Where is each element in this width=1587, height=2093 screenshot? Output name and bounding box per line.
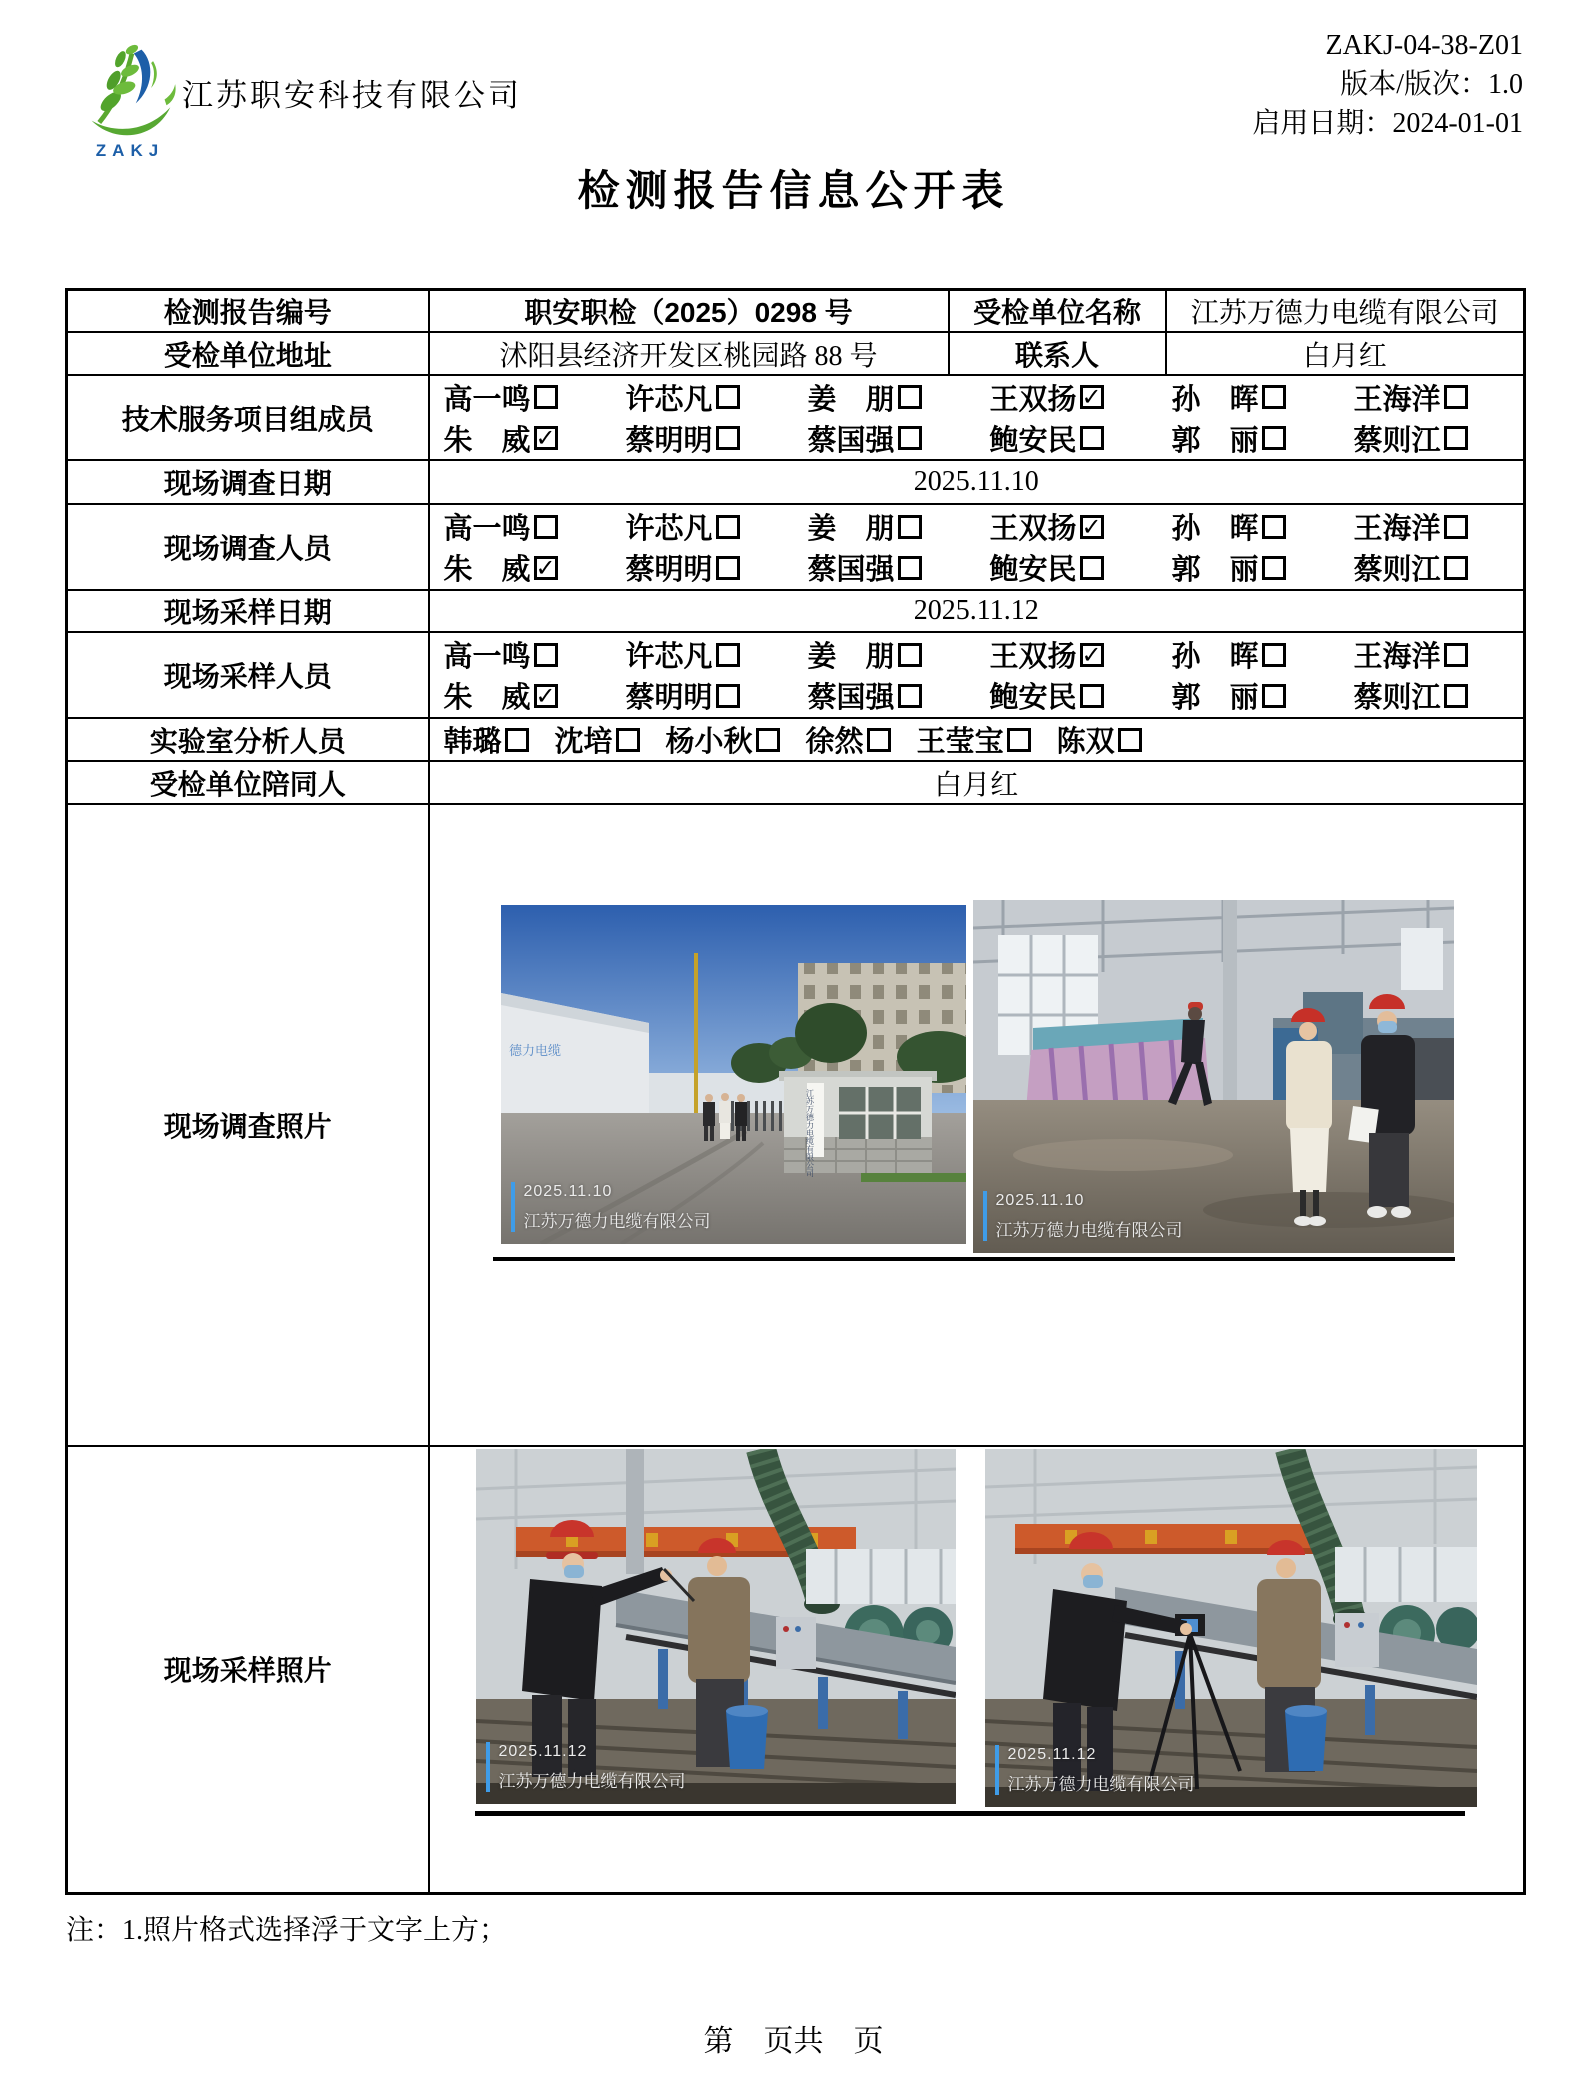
watermark-date: 2025.11.12 (498, 1743, 588, 1760)
checkbox-unchecked-icon[interactable] (534, 515, 558, 539)
checkbox-unchecked-icon[interactable] (716, 515, 740, 539)
table-row (67, 290, 1525, 333)
checkbox-unchecked-icon[interactable] (1080, 684, 1104, 708)
watermark-bar-icon (995, 1745, 999, 1795)
staff-member (444, 675, 626, 716)
staff-member-name: 徐然 (805, 726, 864, 758)
staff-member (808, 506, 990, 547)
company-logo (80, 38, 180, 161)
footnote: 注：1.照片格式选择浮于文字上方； (66, 1915, 508, 1946)
staff-member (444, 719, 529, 760)
checkbox-unchecked-icon[interactable] (1262, 684, 1286, 708)
staff-member (1354, 506, 1525, 547)
staff-member-name: 孙 晖 (1171, 641, 1259, 673)
svg-text:江苏万德力电缆有限公司: 江苏万德力电缆有限公司 (805, 1089, 814, 1177)
staff-member-name: 杨小秋 (665, 726, 753, 758)
checkbox-unchecked-icon[interactable] (716, 643, 740, 667)
staff-member (990, 547, 1172, 588)
unit-addr-label: 受检单位地址 (67, 332, 429, 375)
staff-member-name: 蔡国强 (807, 424, 895, 457)
checkbox-unchecked-icon[interactable] (1444, 385, 1468, 409)
table-row (67, 718, 1525, 761)
checkbox-unchecked-icon[interactable] (1080, 556, 1104, 580)
checkbox-unchecked-icon[interactable] (898, 385, 922, 409)
staff-member-name: 鲍安民 (989, 424, 1077, 457)
photo-watermark (983, 1191, 1183, 1241)
table-row (67, 460, 1525, 504)
survey-photos-cell (429, 804, 1525, 1446)
staff-member (990, 634, 1172, 675)
staff-member (626, 547, 808, 588)
checkbox-checked-icon[interactable]: ✓ (1081, 640, 1102, 669)
checkbox-unchecked-icon[interactable] (898, 426, 922, 450)
checkbox-unchecked-icon[interactable] (898, 643, 922, 667)
escort-value: 白月红 (429, 761, 1525, 804)
staff-member-name: 王双扬 (989, 641, 1077, 673)
sampling-photos-label: 现场采样照片 (67, 1446, 429, 1893)
staff-member (990, 506, 1172, 547)
checkbox-unchecked-icon[interactable] (1444, 643, 1468, 667)
table-row (67, 375, 1525, 460)
checkbox-unchecked-icon[interactable] (716, 684, 740, 708)
staff-member (626, 675, 808, 716)
staff-member (808, 547, 990, 588)
sampling-photo-machine-line (476, 1449, 956, 1804)
table-row (67, 804, 1525, 1446)
staff-member-name: 郭 丽 (1171, 682, 1259, 714)
table-row (67, 332, 1525, 375)
watermark-company: 江苏万德力电缆有限公司 (1007, 1775, 1195, 1794)
staff-member-name: 许芯凡 (625, 513, 713, 545)
staff-member (1354, 675, 1525, 716)
sampling-photo-tripod (985, 1449, 1477, 1807)
table-row (67, 761, 1525, 804)
staff-member-name: 蔡则江 (1353, 424, 1441, 457)
staff-member (1172, 675, 1354, 716)
staff-member (808, 675, 990, 716)
watermark-bar-icon (511, 1182, 515, 1232)
staff-member (808, 418, 990, 459)
checkbox-unchecked-icon[interactable] (898, 684, 922, 708)
staff-member-name: 孙 晖 (1171, 513, 1259, 545)
checkbox-unchecked-icon[interactable] (1080, 426, 1104, 450)
sampling-date-value: 2025.11.12 (429, 590, 1525, 632)
staff-member-name: 王海洋 (1353, 641, 1441, 673)
photo-watermark (486, 1742, 686, 1792)
staff-member (1172, 634, 1354, 675)
lab-staff-checklist (430, 719, 1524, 760)
checkbox-unchecked-icon[interactable] (616, 728, 640, 752)
staff-member-name: 姜 朋 (807, 641, 895, 673)
staff-member-name: 蔡则江 (1353, 554, 1441, 586)
staff-member-name: 朱 威 (443, 424, 531, 457)
checkbox-unchecked-icon[interactable] (1118, 728, 1142, 752)
staff-member-name: 许芯凡 (625, 641, 713, 673)
sampling-photos-cell (429, 1446, 1525, 1893)
lab-staff-cell (429, 718, 1525, 761)
checkbox-unchecked-icon[interactable] (1262, 515, 1286, 539)
survey-staff-cell (429, 504, 1525, 590)
checkbox-unchecked-icon[interactable] (1444, 515, 1468, 539)
watermark-date: 2025.11.10 (995, 1192, 1085, 1209)
checkbox-unchecked-icon[interactable] (1444, 426, 1468, 450)
staff-member-name: 高一鸣 (443, 641, 531, 673)
document-number: ZAKJ-04-38-Z01 (1325, 30, 1523, 61)
watermark-bar-icon (486, 1742, 490, 1792)
checkbox-unchecked-icon[interactable] (898, 515, 922, 539)
survey-photo-workshop-visit (973, 900, 1454, 1253)
sampling-staff-cell (429, 632, 1525, 718)
staff-member (626, 506, 808, 547)
staff-member-name: 孙 晖 (1171, 383, 1259, 416)
enable-date-line: 启用日期：2024-01-01 (1252, 108, 1523, 139)
company-name: 江苏职安科技有限公司 (182, 78, 522, 113)
checkbox-unchecked-icon[interactable] (898, 556, 922, 580)
survey-date-value: 2025.11.10 (429, 460, 1525, 504)
photo-watermark (511, 1182, 711, 1232)
staff-member-name: 蔡则江 (1353, 682, 1441, 714)
report-info-table (65, 288, 1526, 1895)
staff-member (444, 634, 626, 675)
staff-member (808, 377, 990, 418)
document-meta (1252, 26, 1523, 143)
staff-member-name: 朱 威 (443, 554, 531, 586)
staff-member (1354, 547, 1525, 588)
staff-member (1354, 634, 1525, 675)
staff-member-name: 韩璐 (443, 726, 502, 758)
staff-member-name: 蔡国强 (807, 682, 895, 714)
checkbox-checked-icon[interactable]: ✓ (535, 553, 556, 582)
photo-underline (493, 1257, 1455, 1261)
checkbox-unchecked-icon[interactable] (1262, 556, 1286, 580)
staff-member-name: 蔡国强 (807, 554, 895, 586)
lab-staff-label: 实验室分析人员 (67, 718, 429, 761)
watermark-bar-icon (983, 1191, 987, 1241)
photo-underline (475, 1811, 1465, 1816)
contact-value: 白月红 (1166, 332, 1525, 375)
staff-member-name: 王海洋 (1353, 513, 1441, 545)
checkbox-unchecked-icon[interactable] (534, 643, 558, 667)
staff-member (1172, 377, 1354, 418)
staff-member-name: 姜 朋 (807, 383, 895, 416)
staff-member (990, 377, 1172, 418)
version-line: 版本/版次：1.0 (1340, 69, 1523, 100)
checkbox-unchecked-icon[interactable] (1444, 556, 1468, 580)
contact-label: 联系人 (949, 332, 1166, 375)
survey-photos-label: 现场调查照片 (67, 804, 429, 1446)
staff-member (1172, 418, 1354, 459)
staff-member-name: 陈双 (1056, 726, 1115, 758)
staff-member (444, 377, 626, 418)
staff-member (1057, 719, 1142, 760)
staff-member (1172, 547, 1354, 588)
staff-member-name: 王双扬 (989, 383, 1077, 416)
staff-member (444, 418, 626, 459)
staff-member (990, 418, 1172, 459)
checkbox-unchecked-icon[interactable] (716, 556, 740, 580)
staff-member-name: 郭 丽 (1171, 424, 1259, 457)
checkbox-checked-icon[interactable]: ✓ (535, 424, 556, 452)
staff-member-name: 高一鸣 (443, 383, 531, 416)
unit-name-value: 江苏万德力电缆有限公司 (1166, 290, 1525, 333)
staff-member-name: 郭 丽 (1171, 554, 1259, 586)
staff-member (1354, 377, 1525, 418)
survey-staff-checklist (430, 506, 1524, 588)
survey-staff-label: 现场调查人员 (67, 504, 429, 590)
checkbox-unchecked-icon[interactable] (867, 728, 891, 752)
team-member-checklist (430, 377, 1524, 459)
sampling-date-label: 现场采样日期 (67, 590, 429, 632)
checkbox-unchecked-icon[interactable] (1262, 426, 1286, 450)
staff-member (555, 719, 640, 760)
checkbox-checked-icon[interactable]: ✓ (535, 681, 556, 710)
photo-watermark (995, 1745, 1195, 1795)
escort-label: 受检单位陪同人 (67, 761, 429, 804)
report-no-value: 职安职检（2025）0298 号 (429, 290, 949, 333)
staff-member-name: 王双扬 (989, 513, 1077, 545)
svg-text:德力电缆: 德力电缆 (508, 1043, 561, 1058)
watermark-company: 江苏万德力电缆有限公司 (498, 1772, 686, 1791)
staff-member (666, 719, 780, 760)
checkbox-checked-icon[interactable]: ✓ (1081, 383, 1102, 411)
team-members-cell (429, 375, 1525, 460)
table-row (67, 504, 1525, 590)
staff-member (626, 418, 808, 459)
table-row (67, 1446, 1525, 1893)
staff-member-name: 鲍安民 (989, 554, 1077, 586)
watermark-company: 江苏万德力电缆有限公司 (523, 1212, 711, 1231)
staff-member (806, 719, 891, 760)
company-logo-icon (82, 38, 178, 138)
staff-member (444, 547, 626, 588)
team-label: 技术服务项目组成员 (67, 375, 429, 460)
staff-member (626, 634, 808, 675)
page-title: 检测报告信息公开表 (577, 167, 1010, 214)
staff-member-name: 沈培 (554, 726, 613, 758)
checkbox-unchecked-icon[interactable] (1007, 728, 1031, 752)
staff-member-name: 蔡明明 (625, 424, 713, 457)
staff-member-name: 王莹宝 (916, 726, 1004, 758)
watermark-date: 2025.11.10 (523, 1183, 613, 1200)
checkbox-unchecked-icon[interactable] (1262, 643, 1286, 667)
checkbox-unchecked-icon[interactable] (534, 385, 558, 409)
table-row (67, 632, 1525, 718)
checkbox-unchecked-icon[interactable] (716, 426, 740, 450)
survey-photo-factory-gate (501, 905, 966, 1244)
survey-date-label: 现场调查日期 (67, 460, 429, 504)
staff-member-name: 许芯凡 (625, 383, 713, 416)
sampling-staff-checklist (430, 634, 1524, 716)
staff-member (1172, 506, 1354, 547)
checkbox-unchecked-icon[interactable] (756, 728, 780, 752)
staff-member (990, 675, 1172, 716)
watermark-company: 江苏万德力电缆有限公司 (995, 1221, 1183, 1240)
staff-member-name: 朱 威 (443, 682, 531, 714)
watermark-date: 2025.11.12 (1007, 1746, 1097, 1763)
staff-member (808, 634, 990, 675)
unit-addr-value: 沭阳县经济开发区桃园路 88 号 (429, 332, 949, 375)
page-footer: 第 页共 页 (703, 2025, 884, 2058)
report-no-label: 检测报告编号 (67, 290, 429, 333)
unit-name-label: 受检单位名称 (949, 290, 1166, 333)
staff-member-name: 姜 朋 (807, 513, 895, 545)
staff-member-name: 王海洋 (1353, 383, 1441, 416)
checkbox-unchecked-icon[interactable] (1262, 385, 1286, 409)
staff-member (917, 719, 1031, 760)
checkbox-checked-icon[interactable]: ✓ (1081, 512, 1102, 541)
checkbox-unchecked-icon[interactable] (505, 728, 529, 752)
staff-member (1354, 418, 1525, 459)
staff-member-name: 蔡明明 (625, 554, 713, 586)
staff-member (626, 377, 808, 418)
staff-member-name: 高一鸣 (443, 513, 531, 545)
staff-member (444, 506, 626, 547)
staff-member-name: 蔡明明 (625, 682, 713, 714)
staff-member-name: 鲍安民 (989, 682, 1077, 714)
checkbox-unchecked-icon[interactable] (716, 385, 740, 409)
table-row (67, 590, 1525, 632)
checkbox-unchecked-icon[interactable] (1444, 684, 1468, 708)
logo-zakj-text: ZAKJ (95, 141, 165, 160)
sampling-staff-label: 现场采样人员 (67, 632, 429, 718)
